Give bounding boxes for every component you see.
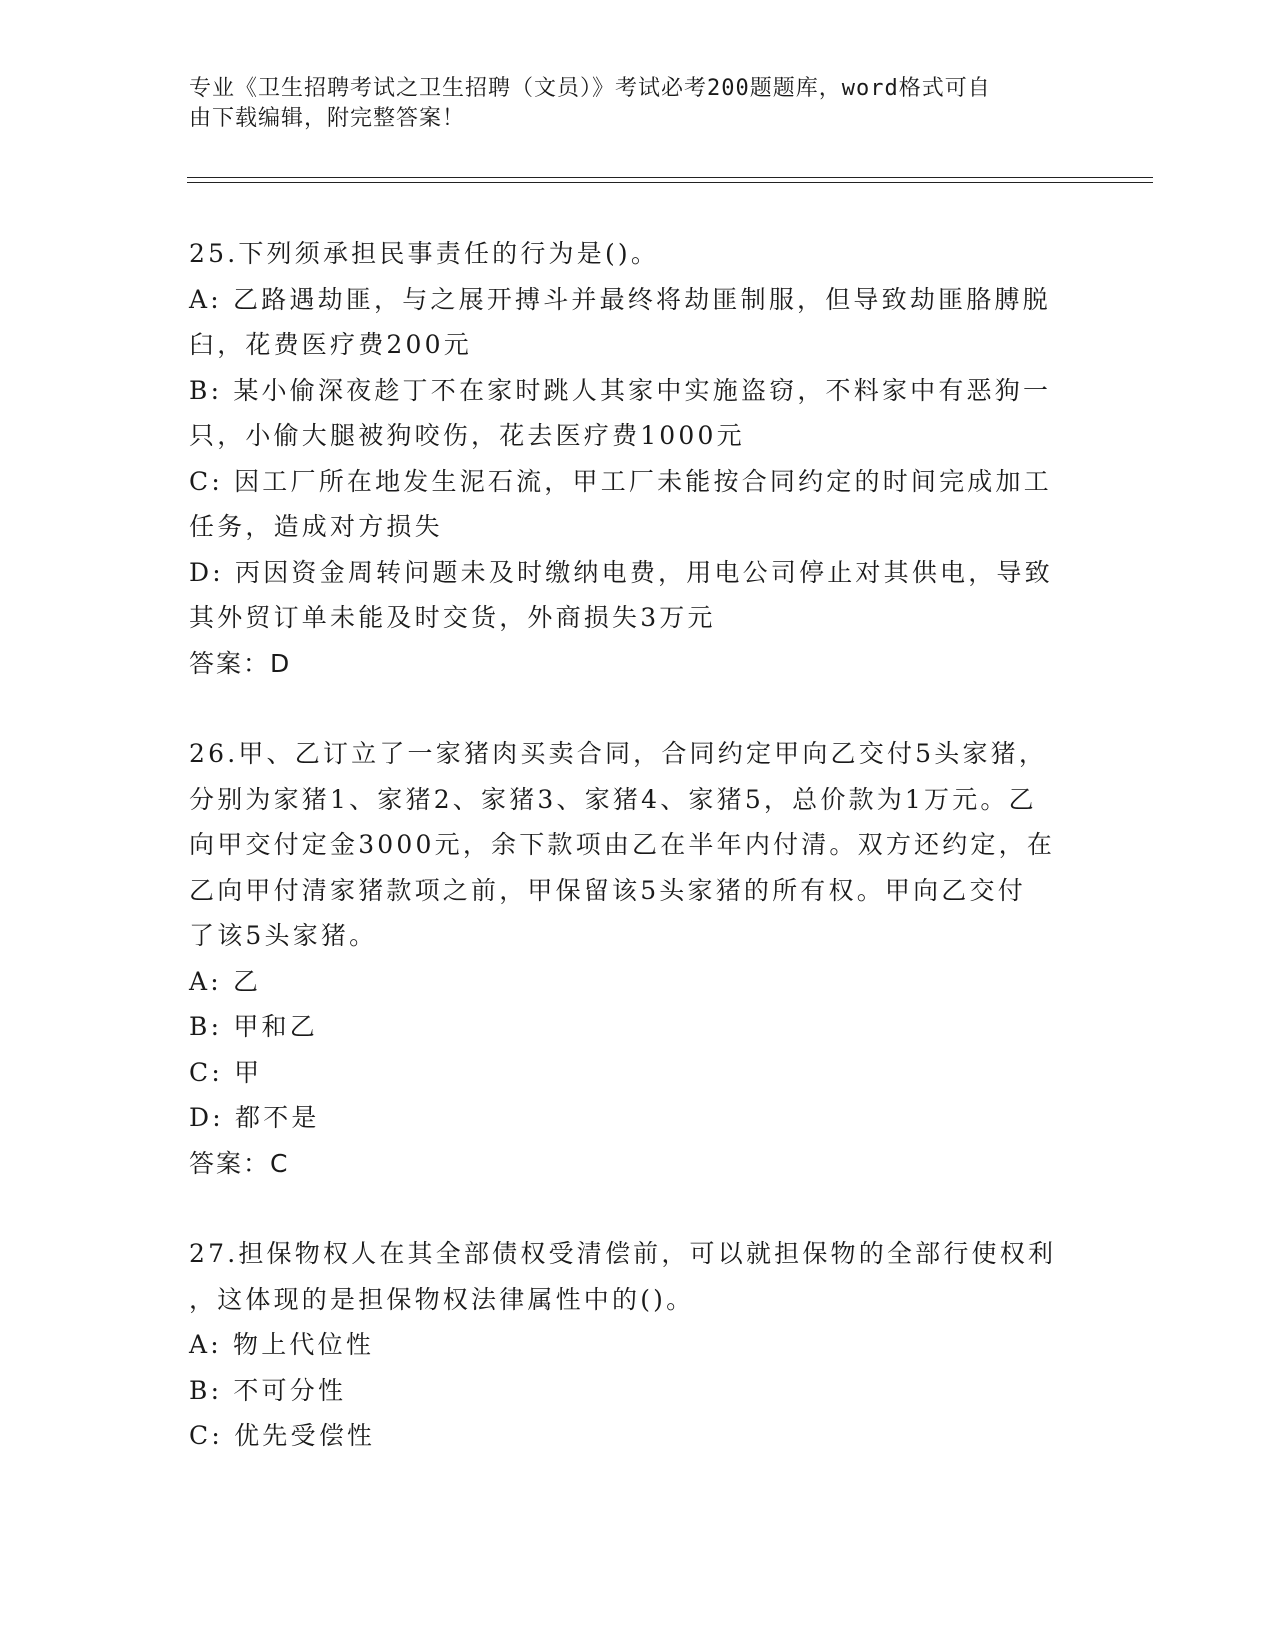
option-line: D: 丙因资金周转问题未及时缴纳电费，用电公司停止对其供电，导致 [189,557,1053,587]
option-line: 任务，造成对方损失 [189,512,443,541]
question-stem-line: ，这体现的是担保物权法律属性中的()。 [189,1284,695,1314]
question-stem-line: 26.甲、乙订立了一家猪肉买卖合同，合同约定甲向乙交付5头家猪， [189,739,1048,768]
question-stem-line: 27.担保物权人在其全部债权受清偿前，可以就担保物的全部行使权利 [189,1239,1057,1268]
option-line: 其外贸订单未能及时交货，外商损失3万元 [189,603,716,632]
option-line: B: 不可分性 [189,1375,347,1405]
header-divider-bottom [187,182,1153,183]
option-line: A: 物上代位性 [189,1330,375,1359]
option-line: C: 优先受偿性 [189,1421,376,1450]
option-line: C: 因工厂所在地发生泥石流，甲工厂未能按合同约定的时间完成加工 [189,466,1052,496]
document-header [189,74,1069,134]
question-stem-line: 了该5头家猪。 [189,921,378,950]
question-stem-line: 25.下列须承担民事责任的行为是()。 [189,239,660,268]
question-block [189,1231,1079,1459]
question-list [189,231,1079,1459]
option-line: 只，小偷大腿被狗咬伤，花去医疗费1000元 [189,421,745,450]
option-line: 臼，花费医疗费200元 [189,330,472,359]
option-line: B: 甲和乙 [189,1012,318,1041]
question-stem-line: 向甲交付定金3000元，余下款项由乙在半年内付清。双方还约定，在 [189,830,1056,859]
question-block [189,731,1079,1186]
header-line-2: 由下载编辑，附完整答案！ [189,106,466,131]
question-stem-line: 分别为家猪1、家猪2、家猪3、家猪4、家猪5，总价款为1万元。乙 [189,784,1037,814]
question-block [189,231,1079,686]
option-line: A: 乙 [189,966,262,996]
header-line-1: 专业《卫生招聘考试之卫生招聘（文员）》考试必考200题题库，word格式可自 [189,76,991,101]
option-line: C: 甲 [189,1057,263,1087]
header-divider-top [187,177,1153,178]
question-stem-line: 乙向甲付清家猪款项之前，甲保留该5头家猪的所有权。甲向乙交付 [189,875,1026,905]
answer-line: 答案：C [189,1148,290,1178]
option-line: B: 某小偷深夜趁丁不在家时跳人其家中实施盗窃，不料家中有恶狗一 [189,375,1052,405]
answer-line: 答案：D [189,648,292,678]
option-line: A: 乙路遇劫匪，与之展开搏斗并最终将劫匪制服，但导致劫匪胳膊脱 [189,284,1051,314]
option-line: D: 都不是 [189,1103,320,1132]
